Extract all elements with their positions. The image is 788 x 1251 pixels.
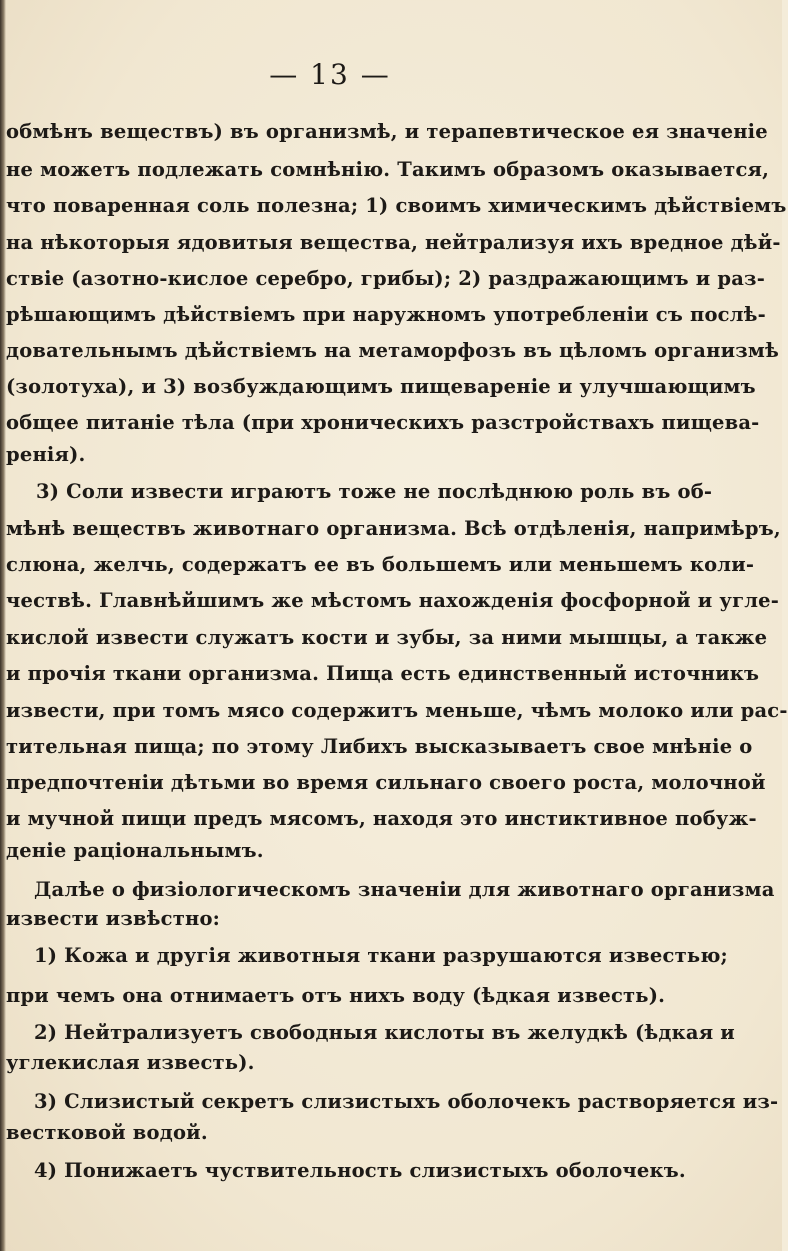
text-line: чествѣ. Главнѣйшимъ же мѣстомъ нахожденія фосфорной и угле- [6, 589, 780, 612]
text-line: при чемъ она отнимаетъ отъ нихъ воду (ѣдкая известь). [6, 984, 666, 1007]
text-line: Далѣе о физіологическомъ значеніи для животнаго организма [34, 878, 775, 901]
text-line: рѣшающимъ дѣйствіемъ при наружномъ употребленіи съ послѣ- [6, 303, 766, 326]
text-line: на нѣкоторыя ядовитыя вещества, нейтрализуя ихъ вредное дѣй- [6, 231, 781, 254]
text-line: 3) Соли извести играютъ тоже не послѣднюю роль въ об- [36, 480, 713, 503]
text-line: извести, при томъ мясо содержитъ меньше, чѣмъ молоко или рас- [6, 699, 788, 722]
text-line: вестковой водой. [6, 1121, 208, 1144]
text-line: 1) Кожа и другія животныя ткани разрушаются известью; [34, 944, 728, 967]
text-line: деніе раціональнымъ. [6, 839, 264, 862]
text-line: предпочтеніи дѣтьми во время сильнаго своего роста, молочной [6, 771, 766, 794]
text-line: общее питаніе тѣла (при хроническихъ разстройствахъ пищева- [6, 411, 760, 434]
text-line: тительная пища; по этому Либихъ высказываетъ свое мнѣніе о [6, 735, 753, 758]
text-line: и прочія ткани организма. Пища есть единственный источникъ [6, 662, 760, 685]
text-line: извести извѣстно: [6, 907, 221, 930]
text-line: кислой извести служатъ кости и зубы, за ними мышцы, а также [6, 626, 768, 649]
text-line: мѣнѣ веществъ животнаго организма. Всѣ отдѣленія, напримѣръ, [6, 517, 781, 540]
text-line: (золотуха), и 3) возбуждающимъ пищевареніе и улучшающимъ [6, 375, 756, 398]
text-line: обмѣнъ веществъ) въ организмѣ, и терапевтическое ея значеніе [6, 120, 768, 143]
text-line: слюна, желчь, содержатъ ее въ большемъ или меньшемъ коли- [6, 553, 755, 576]
text-line: 2) Нейтрализуетъ свободныя кислоты въ желудкѣ (ѣдкая и [34, 1021, 735, 1044]
page-number: — 13 — [269, 58, 391, 91]
text-line: что поваренная соль полезна; 1) своимъ химическимъ дѣйствіемъ [6, 194, 787, 217]
text-line: ствіе (азотно-кислое серебро, грибы); 2) раздражающимъ и раз- [6, 267, 765, 290]
text-line: углекислая известь). [6, 1051, 255, 1074]
text-line: 3) Слизистый секретъ слизистыхъ оболочекъ растворяется из- [34, 1090, 779, 1113]
text-line: ренія). [6, 443, 86, 466]
text-line: не можетъ подлежать сомнѣнію. Такимъ образомъ оказывается, [6, 158, 770, 181]
text-line: и мучной пищи предъ мясомъ, находя это инстиктивное побуж- [6, 807, 757, 830]
text-line: 4) Понижаетъ чуствительность слизистыхъ оболочекъ. [34, 1159, 686, 1182]
text-line: довательнымъ дѣйствіемъ на метаморфозъ въ цѣломъ организмѣ [6, 339, 779, 362]
